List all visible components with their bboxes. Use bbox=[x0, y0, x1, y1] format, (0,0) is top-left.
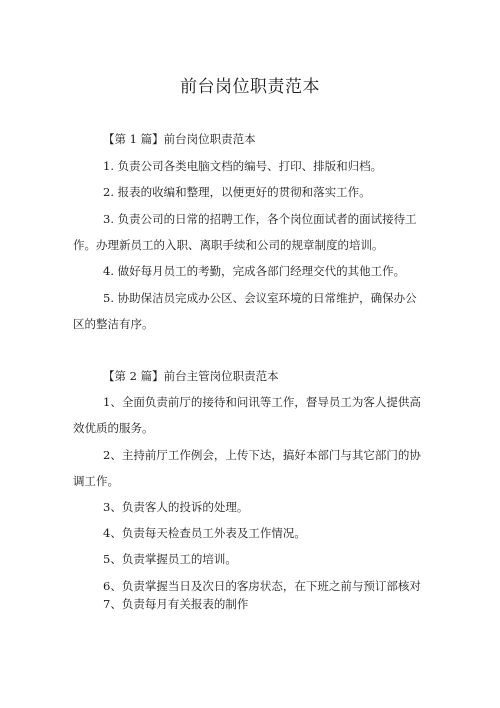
section-1-line-4: 作。办理新员工的入职、离职手续和公司的规章制度的培训。 bbox=[73, 238, 384, 252]
section-2-line-2: 效优质的服务。 bbox=[73, 421, 154, 435]
section-2-heading: 【第 2 篇】前台主管岗位职责范本 bbox=[103, 369, 279, 383]
section-2-line-9: 7、负责每月有关报表的制作 bbox=[103, 597, 249, 611]
section-2-line-8: 6、负责掌握当日及次日的客房状态，在下班之前与预订部核对 bbox=[103, 579, 421, 593]
section-1-line-2: 2. 报表的收编和整理，以便更好的贯彻和落实工作。 bbox=[103, 185, 371, 199]
section-2-line-1: 1、全面负责前厅的接待和问讯等工作，督导员工为客人提供高 bbox=[103, 395, 421, 409]
section-1-line-3: 3. 负责公司的日常的招聘工作，各个岗位面试者的面试接待工 bbox=[103, 212, 417, 226]
section-2-line-4: 调工作。 bbox=[73, 474, 119, 488]
section-2-line-7: 5、负责掌握员工的培训。 bbox=[103, 552, 237, 566]
section-1-line-7: 区的整洁有序。 bbox=[73, 317, 154, 331]
document-title: 前台岗位职责范本 bbox=[180, 77, 320, 97]
section-2-line-6: 4、负责每天检查员工外表及工作情况。 bbox=[103, 526, 306, 540]
section-1-line-6: 5. 协助保洁员完成办公区、会议室环境的日常维护，确保办公 bbox=[103, 291, 417, 305]
section-2-line-3: 2、主持前厅工作例会，上传下达，搞好本部门与其它部门的协 bbox=[103, 448, 421, 462]
section-1-line-5: 4. 做好每月员工的考勤，完成各部门经理交代的其他工作。 bbox=[103, 264, 406, 278]
section-1-line-1: 1. 负责公司各类电脑文档的编号、打印、排版和归档。 bbox=[103, 159, 383, 173]
section-1-heading: 【第 1 篇】前台岗位职责范本 bbox=[103, 132, 256, 146]
section-2-line-5: 3、负责客人的投诉的处理。 bbox=[103, 500, 249, 514]
